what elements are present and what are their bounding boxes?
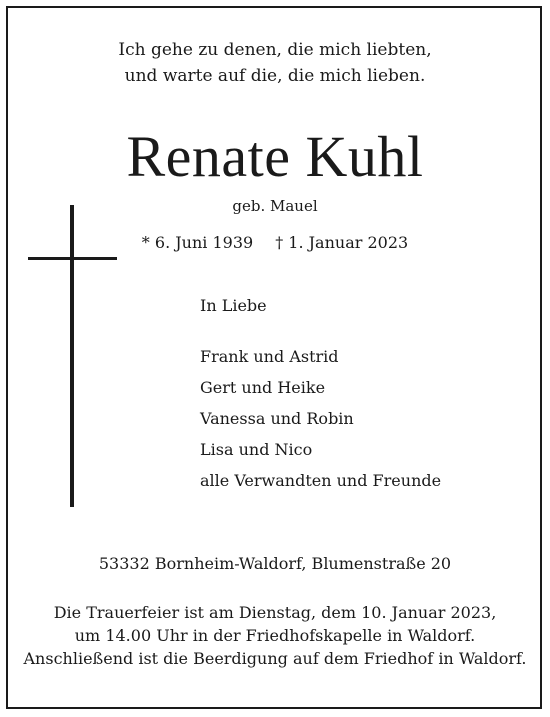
deceased-name: Renate Kuhl [126,124,424,189]
verse-line-1: Ich gehe zu denen, die mich liebten, [118,40,432,60]
address: 53332 Bornheim-Waldorf, Blumenstraße 20 [98,554,452,573]
service-line-3: Anschließend ist die Beerdigung auf dem Friedhof in Waldorf. [23,649,527,668]
life-dates [0,232,550,254]
service-info [0,601,550,670]
mourner-item: Vanessa und Robin [200,409,354,428]
verse [0,37,550,89]
service-line-2: um 14.00 Uhr in der Friedhofskapelle in Waldorf. [74,626,476,645]
death-date: † 1. Januar 2023 [275,233,409,252]
cross-icon-crossbar [28,257,117,260]
mourner-item: Gert und Heike [200,378,326,397]
mourners-list [200,290,441,496]
service-line-1: Die Trauerfeier ist am Dienstag, dem 10. Januar 2023, [53,603,497,622]
maiden-name: geb. Mauel [232,197,318,215]
mourner-item: Lisa und Nico [200,440,313,459]
mourner-item: alle Verwandten und Freunde [200,471,442,490]
birth-date: * 6. Juni 1939 [141,233,254,252]
cross-icon [70,205,74,507]
mourners-intro: In Liebe [200,296,267,315]
verse-line-2: und warte auf die, die mich lieben. [124,66,426,86]
mourner-item: Frank und Astrid [200,347,339,366]
